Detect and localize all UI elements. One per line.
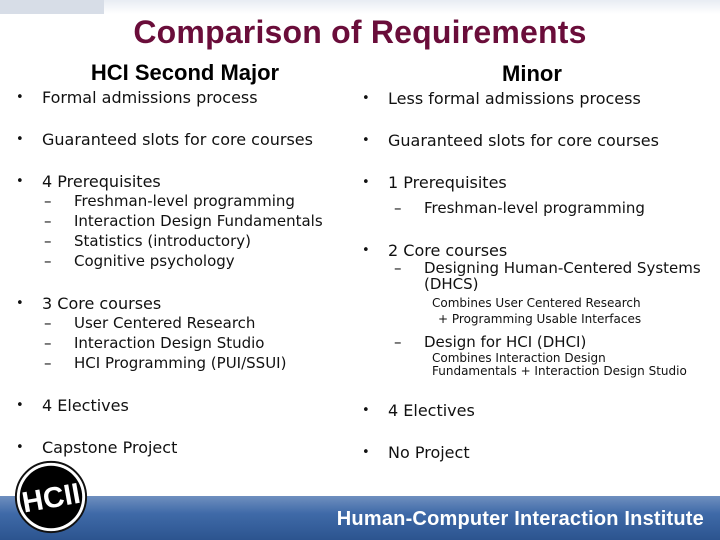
sub-bullet-item: – Designing Human-Centered Systems (DHCS): [394, 260, 710, 292]
course-note: Combines Interaction Design Fundamentals + Interaction Design Studio: [432, 351, 687, 378]
institute-name: Human-Computer Interaction Institute: [336, 508, 704, 530]
right-column: [360, 89, 710, 462]
left-column-heading: HCI Second Major: [90, 60, 280, 85]
bullet-item: • 4 Electives: [14, 396, 354, 415]
sub-bullet-item: – Statistics (introductory): [44, 231, 354, 251]
bullet-item: • No Project: [360, 443, 710, 462]
logo-text: HCII: [19, 477, 83, 520]
sub-bullet-item: – Freshman-level programming: [44, 191, 354, 211]
sub-bullet-item: – Freshman-level programming: [394, 198, 710, 218]
hcii-logo: [12, 458, 90, 536]
sub-bullet-item: – User Centered Research: [44, 313, 354, 333]
bullet-item: • 4 Electives: [360, 401, 710, 420]
bullet-item: • 4 Prerequisites: [14, 172, 354, 191]
bullet-item: • Less formal admissions process: [360, 89, 710, 108]
bullet-item: • Guaranteed slots for core courses: [360, 131, 710, 150]
course-note: Combines User Centered Research: [432, 296, 641, 310]
sub-bullet-item: – Cognitive psychology: [44, 251, 354, 271]
sub-bullet-item: – Interaction Design Fundamentals: [44, 211, 354, 231]
bullet-item: • Guaranteed slots for core courses: [14, 130, 354, 149]
footer-banner: [0, 496, 720, 540]
bullet-item: • Capstone Project: [14, 438, 354, 457]
bullet-item: • 1 Prerequisites: [360, 173, 710, 192]
bullet-item: • Formal admissions process: [14, 88, 354, 107]
sub-bullet-item: – HCI Programming (PUI/SSUI): [44, 353, 354, 373]
bullet-item: • 3 Core courses: [14, 294, 354, 313]
slide-title: Comparison of Requirements: [133, 14, 587, 50]
course-note: + Programming Usable Interfaces: [438, 312, 642, 326]
right-column-heading: Minor: [502, 61, 562, 86]
bullet-item: • 2 Core courses: [360, 241, 710, 260]
sub-bullet-item: – Interaction Design Studio: [44, 333, 354, 353]
top-band: [0, 0, 720, 14]
top-band-tab: [0, 0, 104, 14]
sub-bullet-item: – Design for HCI (DHCI): [394, 332, 710, 352]
left-column: [14, 88, 354, 457]
